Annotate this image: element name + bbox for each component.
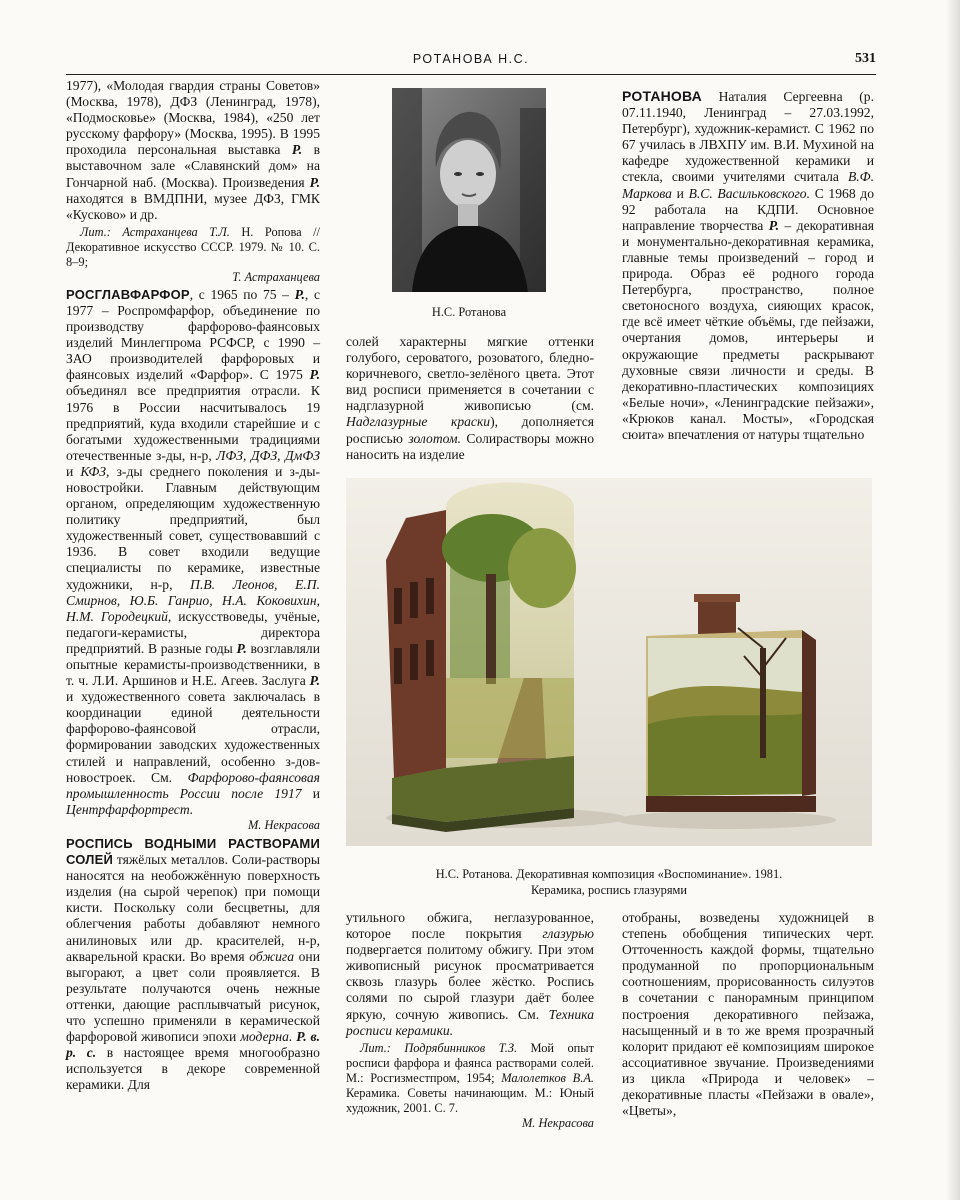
headword: РОСГЛАВФАРФОР [66, 286, 190, 302]
literature-ref: Лит.: Астраханцева Т.Л. Н. Ропова // Декоративное искусство СССР. 1979. № 10. С. 8–9; [66, 224, 320, 269]
portrait-image [392, 88, 546, 292]
vase-image [346, 478, 872, 846]
column-right-top [622, 88, 874, 443]
page-header [66, 50, 876, 75]
vase-photo [346, 478, 872, 846]
author-signature: Т. Астраханцева [232, 269, 320, 284]
article-rotanova: РОТАНОВА Наталия Сергеевна (р. 07.11.1940, Ленинград – 27.03.1992, Петербург), художник-керамист. С 1962 по 67 училась в ЛВХПУ им. В.И. Мухиной на кафедре художественной керамики и стекла, своими учителями считала В.Ф. Маркова и В.С. Васильковского. С 1968 до 92 работала на КДПИ. Основное направление творчества Р. – декоративная и монументально-декоративная керамика, главные темы произведений – город и природа. Образ её родного города Петербурга, пространство, полное светоносного воздуха, сияющих красок, где всё имеет чёткие объёмы, где пейзажи, очертания домов, интерьеры и окружающие предметы раскрывают духовные связи личности и среды. В декоративно-пластических композициях «Белые ночи», «Ленинградские пейзажи», «Крюков канал. Мосты», «Городская сюита» впечатления от натуры тщательно [622, 88, 874, 442]
column-left [66, 78, 320, 1093]
page-number: 531 [855, 51, 876, 66]
article-rosglavfarfor: РОСГЛАВФАРФОР, с 1965 по 75 – Р., с 1977 – Роспромфарфор, объединение по производству фарфорово-фаянсовых изделий Минлегпрома РСФСР, с 1990 – ЗАО производителей фарфоровых и фаянсовых изделий «Фарфор». С 1975 Р. объединял все предприятия отрасли. К 1976 в России насчитывалось 19 предприятий, куда входили старейшие и с богатыми художественными традициями отечественные з-ды, н-р, ЛФЗ, ДФЗ, ДмФЗ и КФЗ, з-ды среднего поколения и з-ды-новостройки. Главным действующим органом, определяющим художественную политику предприятий, был художественный совет, существовавший с 1936. В совет входили ведущие специалисты по керамике, известные художники, н-р, П.В. Леонов, Е.П. Смирнов, Ю.Б. Ганрио, Н.А. Коковихин, Н.М. Городецкий, искусствоведы, учёные, педагоги-керамисты, директора предприятий. В разные годы Р. возглавляли опытные керамисты-производственники, в т. ч. Л.И. Аршинов и Н.Е. Агеев. Заслуга Р. и художественного совета заключалась в координации единой деятельности фарфорово-фаянсовой отрасли, формировании заводских художественных стилей и направлений, особенно з-дов-новостроек. См. Фарфорово-фаянсовая промышленность России после 1917 и Центрфарфортрест. [66, 286, 321, 817]
portrait-photo [392, 88, 546, 292]
headword: РОСПИСЬ ВОДНЫМИ РАСТВОРАМИ СОЛЕЙ [66, 835, 320, 868]
literature-ref: Лит.: Подрябинников Т.З. Мой опыт росписи фарфора и фаянса растворами солей. М.: Росгизместпром, 1954; Малолетков В.А. Керамика. Советы начинающим. М.: Юный художник, 2001. С. 7. [346, 1040, 595, 1115]
headword: РОТАНОВА [622, 88, 702, 104]
column-right-bottom: отобраны, возведены художницей в степень обобщения типических черт. Отточенность каждой формы, тщательно продуманной по пропорциональным соотношениям, прорисованность силуэтов в сочетании с панорамным принципом построения декоративного пейзажа, насыщенный и в то же время прозрачный колорит придают её композициям широкое ассоциативное звучание. Произведениями из цикла «Природа и человек» – декоративные пласты «Пейзажи в овале», «Цветы», [622, 910, 874, 1119]
figure-caption: Н.С. Ротанова. Декоративная композиция «Воспоминание». 1981. Керамика, роспись глазурями [435, 867, 783, 897]
column-middle-top: солей характерны мягкие оттенки голубого, сероватого, розоватого, бледно-коричневого, светло-зелёного цвета. Этот вид росписи применяется в сочетании с надглазурной живописью (см. Надглазурные краски), дополняется росписью золотом. Солирастворы можно наносить на изделие [346, 334, 594, 462]
article-rospis: РОСПИСЬ ВОДНЫМИ РАСТВОРАМИ СОЛЕЙ тяжёлых металлов. Соли-растворы наносятся на необожжённую поверхность изделия (на сырой черепок) при помощи кисти. Поскольку соли бесцветны, для облегчения работы добавляют немного анилиновых или др. красителей, н-р, акварельной краски. Во время обжига они выгорают, а цвет соли проявляется. В результате получаются очень нежные оттенки, дающие расплывчатый рисунок, что успешно применяли в керамической фарфоровой живописи эпохи модерна. Р. в. р. с. в настоящее время многообразно используется в декоре современной керамики. Для [66, 835, 320, 1093]
author-signature: М. Некрасова [247, 817, 320, 832]
article-continuation: 1977), «Молодая гвардия страны Советов» (Москва, 1978), ДФЗ (Ленинград, 1978), «Подмосковье» (Москва, 1984), «250 лет русскому фарфору» (Москва, 1995). В 1995 проходила персональная выставка Р. в выставочном зале «Славянский дом» на Гончарной наб. (Москва). Произведения Р. находятся в ВМДПНИ, музее ДФЗ, ГМК «Кусково» и др. [66, 78, 320, 222]
running-head: РОТАНОВА Н.С. [412, 52, 530, 66]
page-edge-shadow [946, 0, 960, 1200]
author-signature: М. Некрасова [521, 1115, 594, 1130]
column-middle-bottom: утильного обжига, неглазурованное, которое после покрытия глазурью подвергается политому обжигу. При этом живописный рисунок просматривается сквозь глазурь более жёстко. Роспись солями по сырой глазури даёт более яркую, сочную живопись. См. Техника росписи керамики. Лит.: Подрябинников Т.З. Мой опыт росписи фарфора и фаянса растворами солей. М.: Росгизместпром, 1954; Малолетков В.А. Керамика. Советы начинающим. М.: Юный художник, 2001. С. 7. М. Некрасова [346, 910, 595, 1130]
portrait-caption: Н.С. Ротанова [431, 305, 507, 319]
